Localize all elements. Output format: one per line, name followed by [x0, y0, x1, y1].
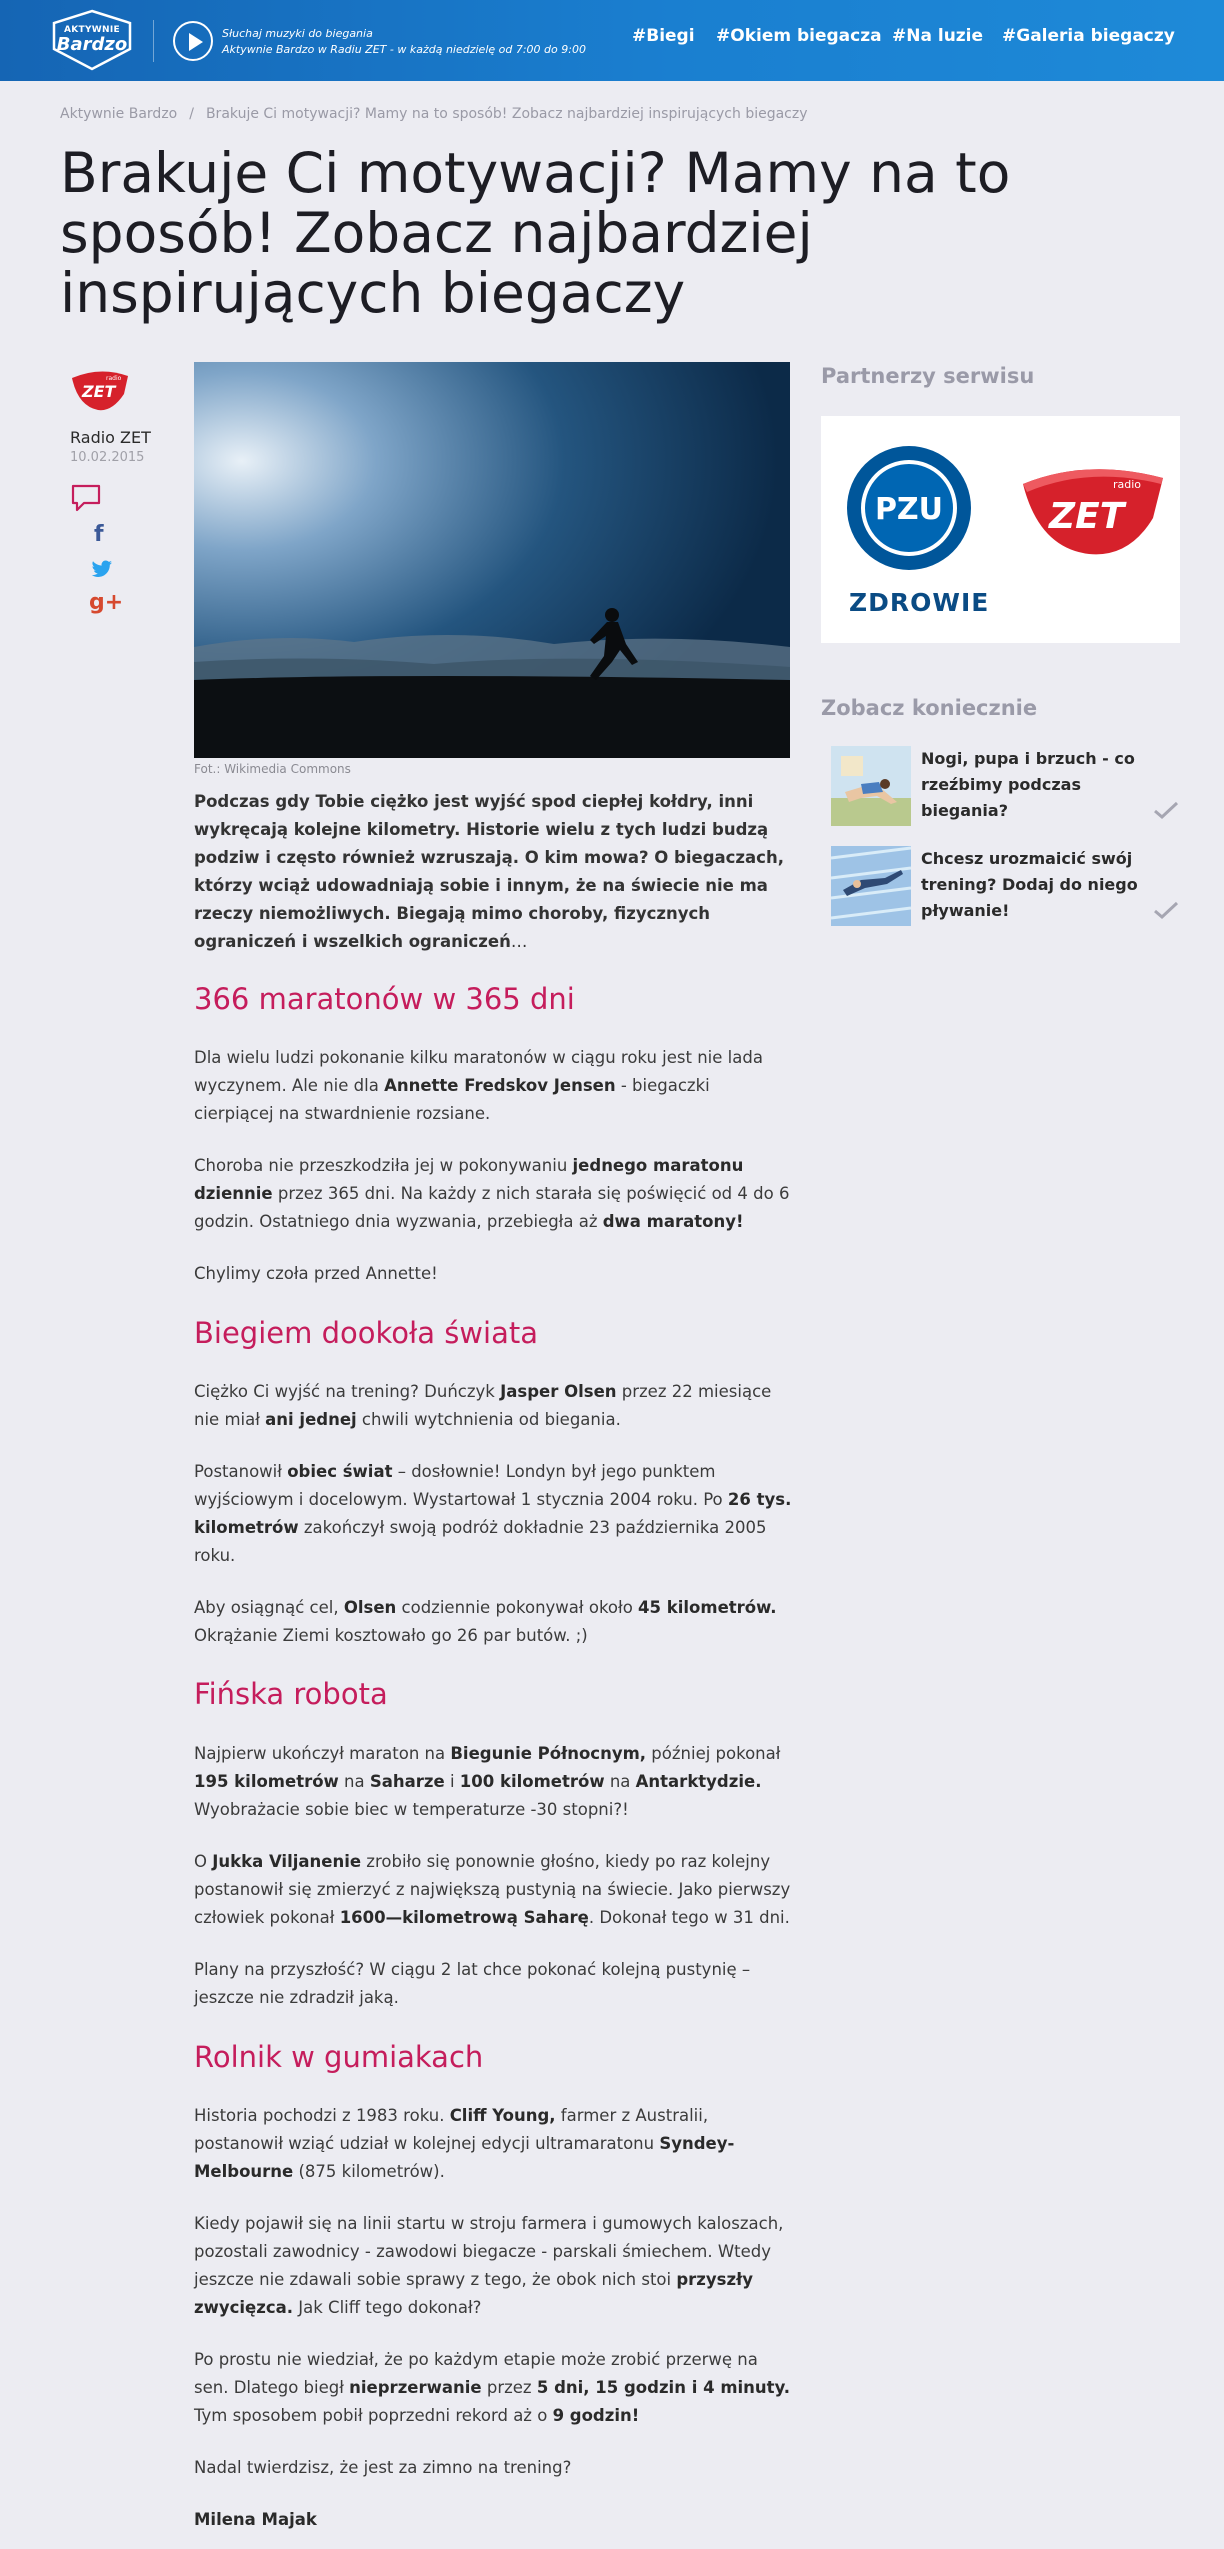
article-signature: Milena Majak [194, 2510, 317, 2529]
play-icon[interactable] [173, 21, 213, 61]
breadcrumb [60, 106, 808, 122]
paragraph-1-1: Dla wielu ludzi pokonanie kilku maratonów w ciągu roku jest nie lada wyczynem. Ale nie dla Annette Fredskov Jensen - biegaczki cierpiącej na stwardnienie rozsiane. [194, 1048, 763, 1123]
lead-ellipsis: … [510, 932, 528, 951]
pzu-logo[interactable] [847, 446, 971, 570]
article-lead [194, 788, 794, 956]
see-also-heading: Zobacz koniecznie [821, 696, 1038, 720]
partners-box [821, 416, 1180, 643]
publish-date: 10.02.2015 [70, 450, 145, 465]
radio-promo-line2[interactable]: Aktywnie Bardzo w Radiu ZET - w każdą niedzielę od 7:00 do 9:00 [222, 43, 586, 56]
svg-text:ZET: ZET [82, 382, 116, 401]
lead-text: Podczas gdy Tobie ciężko jest wyjść spod ciepłej kołdry, inni wykręcają kolejne kilometry. Historie wielu z tych ludzi budzą podziw i często również wzruszają. O kim mowa? O biegaczach, którzy wciąż udowadniają sobie i innym, że na świecie nie ma rzeczy niemożliwych. Biegają mimo choroby, fizycznych ograniczeń i wszelkich ograniczeń [194, 792, 784, 951]
facebook-icon[interactable]: f [94, 522, 104, 547]
checkmark-icon [1153, 900, 1179, 920]
checkmark-icon [1153, 800, 1179, 820]
nav-galeria-biegaczy[interactable]: #Galeria biegaczy [1002, 26, 1175, 46]
page-title: Brakuje Ci motywacji? Mamy na to sposób! Zobacz najbardziej inspirujących biegaczy [60, 141, 1011, 325]
nav-biegi[interactable]: #Biegi [632, 26, 695, 46]
paragraph-1-3: Chylimy czoła przed Annette! [194, 1264, 438, 1283]
radio-zet-logo[interactable] [1017, 454, 1165, 564]
paragraph-2-3: Aby osiągnąć cel, Olsen codziennie pokonywał około 45 kilometrów. Okrążanie Ziemi kosztowało go 26 par butów. ;) [194, 1598, 777, 1645]
paragraph-2-1: Ciężko Ci wyjść na trening? Duńczyk Jasper Olsen przez 22 miesiące nie miał ani jednej chwili wytchnienia od biegania. [194, 1382, 772, 1429]
breadcrumb-current: Brakuje Ci motywacji? Mamy na to sposób! Zobacz najbardziej inspirujących biegaczy [205, 106, 808, 122]
google-plus-icon[interactable]: g+ [89, 590, 124, 615]
see-also-item[interactable] [831, 846, 1185, 938]
section-heading-2: Biegiem dookoła świata [194, 1316, 538, 1350]
see-also-title[interactable]: Chcesz urozmaicić swój trening? Dodaj do niego pływanie! [921, 849, 1138, 920]
header-divider [153, 20, 154, 62]
paragraph-4-2: Kiedy pojawił się na linii startu w stroju farmera i gumowych kaloszach, pozostali zawodnicy - zawodowi biegacze - parskali śmiechem. Wtedy jeszcze nie zdawali sobie sprawy z tego, że obok nich stoi przyszły zwycięzca. Jak Cliff tego dokonał? [194, 2214, 784, 2317]
logo-small-text: AKTYWNIE [64, 25, 120, 35]
author-name[interactable]: Radio ZET [70, 428, 151, 447]
see-also-item[interactable] [831, 746, 1185, 838]
radio-promo-line1[interactable]: Słuchaj muzyki do biegania [222, 27, 373, 40]
comment-icon[interactable] [70, 483, 102, 513]
top-bar [0, 0, 1224, 81]
site-logo[interactable] [50, 9, 134, 71]
paragraph-4-3: Po prostu nie wiedział, że po każdym etapie może zrobić przerwę na sen. Dlatego biegł nieprzerwanie przez 5 dni, 15 godzin i 4 minuty. Tym sposobem pobił poprzedni rekord aż o 9 godzin! [194, 2350, 791, 2425]
hero-image [194, 362, 790, 758]
pzu-logo-text: PZU [874, 492, 944, 527]
paragraph-4-1: Historia pochodzi z 1983 roku. Cliff Young, farmer z Australii, postanowił wziąć udział w kolejnej edycji ultramaratonu Syndey-Melbourne (875 kilometrów). [194, 2106, 735, 2181]
author-logo[interactable] [68, 364, 132, 414]
breadcrumb-separator: / [189, 106, 194, 122]
svg-text:ZET: ZET [1049, 496, 1125, 537]
pzu-zdrowie-label: ZDROWIE [849, 588, 990, 617]
breadcrumb-home[interactable]: Aktywnie Bardzo [60, 106, 178, 122]
section-heading-3: Fińska robota [194, 1677, 388, 1711]
paragraph-4-4: Nadal twierdzisz, że jest za zimno na trening? [194, 2458, 572, 2477]
see-also-thumbnail[interactable] [831, 846, 911, 926]
paragraph-3-1: Najpierw ukończył maraton na Biegunie Północnym, później pokonał 195 kilometrów na Saharze i 100 kilometrów na Antarktydzie. Wyobrażacie sobie biec w temperaturze -30 stopni?! [194, 1744, 781, 1819]
image-caption: Fot.: Wikimedia Commons [194, 762, 351, 776]
partners-heading: Partnerzy serwisu [821, 364, 1035, 388]
see-also-title[interactable]: Nogi, pupa i brzuch - co rzeźbimy podczas biegania? [921, 749, 1135, 820]
section-heading-4: Rolnik w gumiakach [194, 2040, 484, 2074]
paragraph-1-2: Choroba nie przeszkodziła jej w pokonywaniu jednego maratonu dziennie przez 365 dni. Na każdy z nich starała się poświęcić od 4 do 6 godzin. Ostatniego dnia wyzwania, przebiegła aż dwa maratony! [194, 1156, 790, 1231]
logo-main-text: Bardzo [56, 34, 128, 55]
twitter-icon[interactable] [90, 557, 114, 581]
paragraph-3-3: Plany na przyszłość? W ciągu 2 lat chce pokonać kolejną pustynię – jeszcze nie zdradził jaką. [194, 1960, 751, 2007]
see-also-thumbnail[interactable] [831, 746, 911, 826]
nav-na-luzie[interactable]: #Na luzie [892, 26, 984, 46]
svg-text:radio: radio [1113, 478, 1142, 491]
svg-text:radio: radio [106, 375, 122, 382]
paragraph-2-2: Postanowił obiec świat – dosłownie! Londyn był jego punktem wyjściowym i docelowym. Wystartował 1 stycznia 2004 roku. Po 26 tys. kilometrów zakończył swoją podróż dokładnie 23 października 2005 roku. [194, 1462, 792, 1565]
nav-okiem-biegacza[interactable]: #Okiem biegacza [716, 26, 882, 46]
section-heading-1: 366 maratonów w 365 dni [194, 982, 575, 1016]
paragraph-3-2: O Jukka Viljanenie zrobiło się ponownie głośno, kiedy po raz kolejny postanowił się zmierzyć z największą pustynią na świecie. Jako pierwszy człowiek pokonał 1600—kilometrową Saharę. Dokonał tego w 31 dni. [194, 1852, 791, 1927]
